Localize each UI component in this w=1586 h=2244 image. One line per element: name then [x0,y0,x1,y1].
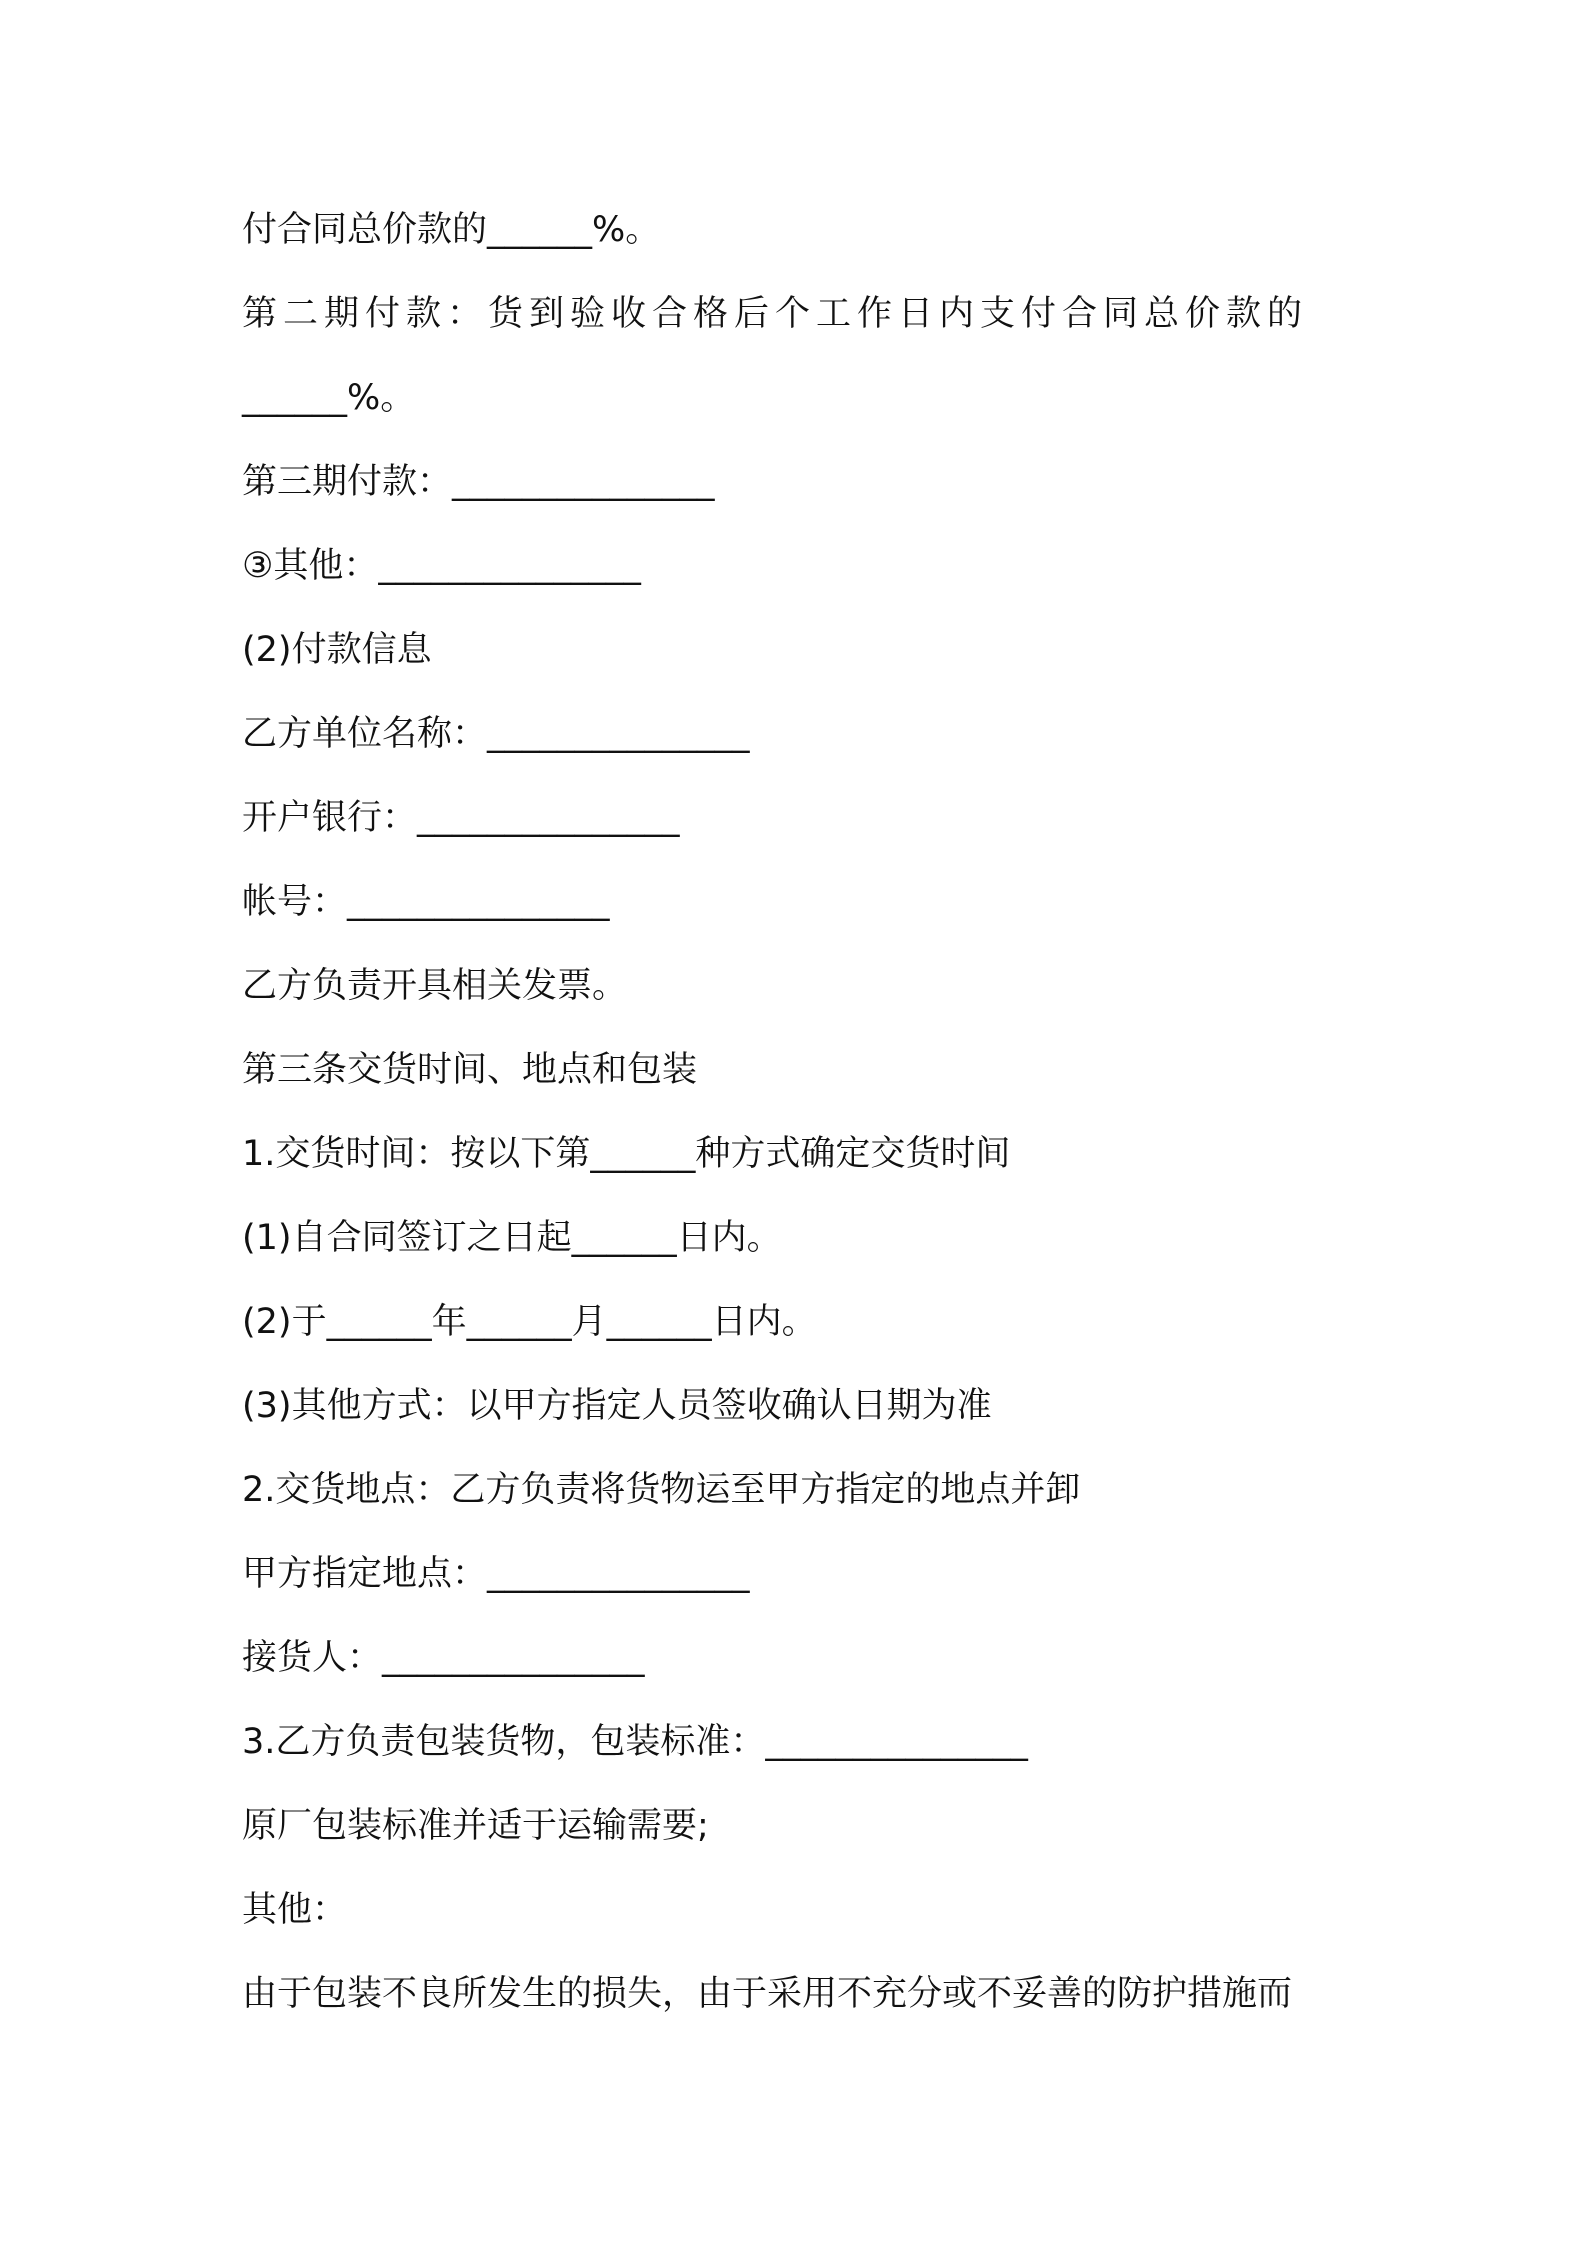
doc-line-1: 付合同总价款的______%。 [242,210,661,250]
doc-line-9: 帐号：_______________ [242,882,610,922]
doc-line-4: 第三期付款：_______________ [242,462,715,502]
doc-line-3: ______%。 [242,378,416,418]
document-body [242,188,1362,2036]
doc-line-14: (2)于______年______月______日内。 [242,1302,817,1342]
doc-line-16: 2.交货地点：乙方负责将货物运至甲方指定的地点并卸 [242,1470,1081,1510]
doc-line-22: 由于包装不良所发生的损失，由于采用不充分或不妥善的防护措施而 [242,1974,1293,2014]
doc-line-13: (1)自合同签订之日起______日内。 [242,1218,782,1258]
doc-line-18: 接货人：_______________ [242,1638,645,1678]
doc-line-7: 乙方单位名称：_______________ [242,714,750,754]
doc-line-15: (3)其他方式：以甲方指定人员签收确认日期为准 [242,1386,992,1426]
doc-line-6: (2)付款信息 [242,630,432,670]
doc-line-11: 第三条交货时间、地点和包装 [242,1050,698,1090]
doc-line-12: 1.交货时间：按以下第______种方式确定交货时间 [242,1134,1011,1174]
doc-line-20: 原厂包装标准并适于运输需要; [242,1806,709,1846]
doc-line-10: 乙方负责开具相关发票。 [242,966,628,1006]
doc-line-8: 开户银行：_______________ [242,798,680,838]
doc-line-5: ③其他：_______________ [242,546,641,586]
doc-line-19: 3.乙方负责包装货物，包装标准：_______________ [242,1722,1028,1762]
doc-line-17: 甲方指定地点：_______________ [242,1554,750,1594]
doc-line-2: 第二期付款：货到验收合格后个工作日内支付合同总价款的 [242,294,1309,334]
doc-line-21: 其他： [242,1890,348,1930]
